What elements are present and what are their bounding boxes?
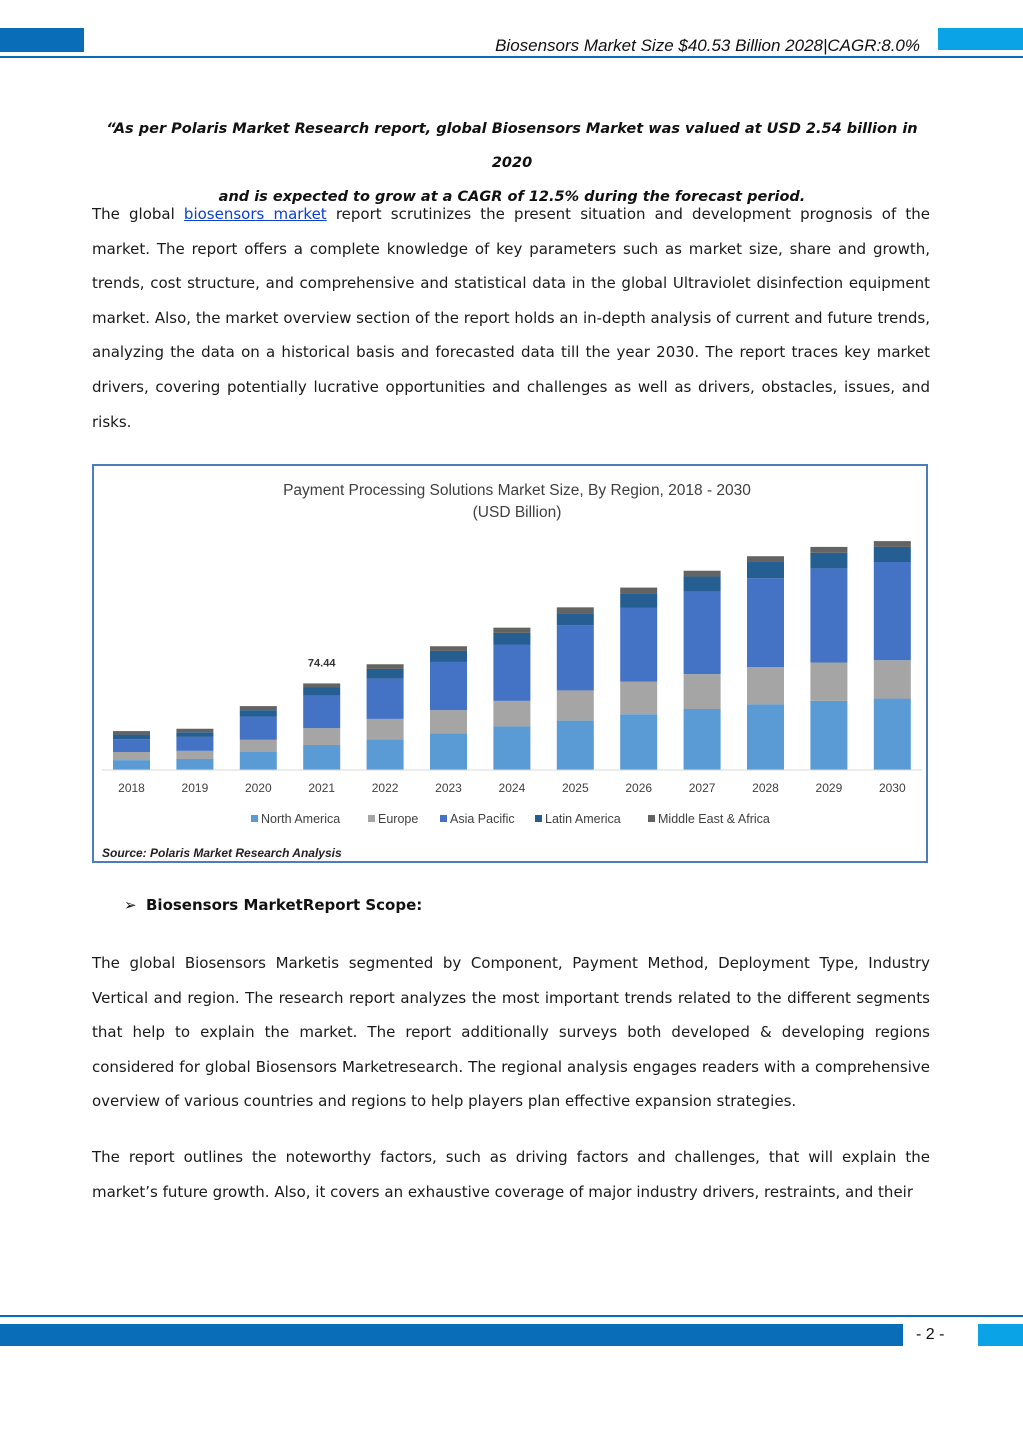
bar-segment-2026-2 xyxy=(620,608,657,682)
bar-segment-2022-0 xyxy=(367,739,404,770)
x-tick-label: 2020 xyxy=(244,781,272,795)
intro-prefix: The global xyxy=(92,205,184,223)
x-tick-label: 2018 xyxy=(118,781,145,795)
scope-label: Biosensors MarketReport Scope: xyxy=(146,896,423,914)
market-size-chart xyxy=(92,464,928,863)
bar-segment-2022-1 xyxy=(367,719,404,739)
bar-segment-2024-4 xyxy=(493,628,530,633)
chart-source: Source: Polaris Market Research Analysis xyxy=(102,846,342,860)
chart-annotations xyxy=(308,657,336,669)
x-tick-label: 2023 xyxy=(435,781,462,795)
legend-swatch xyxy=(440,815,447,822)
factors-paragraph: The report outlines the noteworthy factors, such as driving factors and challenges, that will explain the market’s future growth. Also, it covers an exhaustive coverage of major industry drivers, restraints, and their xyxy=(92,1148,930,1201)
bar-segment-2024-1 xyxy=(493,701,530,727)
bar-segment-2025-2 xyxy=(557,625,594,690)
bar-segment-2019-4 xyxy=(176,729,213,732)
footer-bar xyxy=(0,1324,903,1346)
quote-line-1: “As per Polaris Market Research report, global Biosensors Market was valued at USD 2.54 billion in 2020 xyxy=(106,121,918,171)
bar-segment-2019-3 xyxy=(176,732,213,737)
bar-segment-2029-3 xyxy=(810,553,847,569)
arrow-bullet-icon: ➢ xyxy=(124,896,137,914)
bar-segment-2028-2 xyxy=(747,578,784,667)
bar-segment-2022-3 xyxy=(367,669,404,679)
bar-segment-2023-3 xyxy=(430,651,467,662)
bar-segment-2030-0 xyxy=(874,699,911,770)
bar-segment-2029-4 xyxy=(810,547,847,553)
biosensors-market-link[interactable]: biosensors market xyxy=(183,205,327,223)
bar-segment-2021-1 xyxy=(303,728,340,745)
chart-bars xyxy=(113,541,911,770)
bar-segment-2021-3 xyxy=(303,688,340,696)
bar-segment-2027-4 xyxy=(684,571,721,577)
bar-segment-2026-0 xyxy=(620,714,657,770)
bar-segment-2028-4 xyxy=(747,556,784,562)
bar-segment-2021-0 xyxy=(303,745,340,770)
bar-segment-2022-2 xyxy=(367,679,404,719)
x-tick-label: 2029 xyxy=(815,781,843,795)
x-tick-label: 2027 xyxy=(688,781,716,795)
bar-segment-2028-0 xyxy=(747,704,784,770)
header-right-bar xyxy=(938,28,1023,50)
chart-subtitle: (USD Billion) xyxy=(472,504,562,521)
x-tick-label: 2025 xyxy=(561,781,589,795)
bar-segment-2024-0 xyxy=(493,726,530,770)
bar-segment-2027-3 xyxy=(684,577,721,592)
bar-segment-2030-4 xyxy=(874,541,911,547)
bar-segment-2025-4 xyxy=(557,607,594,613)
intro-rest: report scrutinizes the present situation and development prognosis of the market. The report offers a complete knowledge of key parameters such as market size, share and growth, trends, cost structure, and comprehensive and statistical data in the global Ultraviolet disinfection equipment market. Also, the market overview section of the report holds an in-depth analysis of current and future trends, analyzing the data on a historical basis and forecasted data till the year 2030. The report traces key market drivers, covering potentially lucrative opportunities and challenges as well as drivers, obstacles, issues, and risks. xyxy=(92,205,930,431)
header-rule xyxy=(0,56,1023,58)
bar-segment-2020-4 xyxy=(240,706,277,710)
bar-segment-2026-3 xyxy=(620,593,657,608)
legend-swatch xyxy=(251,815,258,822)
bar-segment-2030-3 xyxy=(874,547,911,562)
legend-label: Europe xyxy=(378,812,419,826)
bar-segment-2018-0 xyxy=(113,760,150,770)
header-title: Biosensors Market Size $40.53 Billion 2028|CAGR:8.0% xyxy=(495,36,920,55)
bar-segment-2018-4 xyxy=(113,731,150,734)
bar-segment-2023-4 xyxy=(430,646,467,651)
bar-segment-2027-0 xyxy=(684,709,721,770)
bar-segment-2021-4 xyxy=(303,683,340,687)
x-tick-label: 2024 xyxy=(498,781,526,795)
bar-segment-2020-3 xyxy=(240,710,277,716)
bar-segment-2024-2 xyxy=(493,645,530,701)
page-number: - 2 - xyxy=(916,1326,945,1343)
data-label: 74.44 xyxy=(307,657,336,670)
legend-swatch xyxy=(648,815,655,822)
legend-label: Middle East & Africa xyxy=(658,812,770,826)
quote-line-2: and is expected to grow at a CAGR of 12.5% during the forecast period. xyxy=(218,189,806,205)
x-tick-label: 2021 xyxy=(308,781,336,795)
bar-segment-2018-1 xyxy=(113,752,150,760)
chart-title: Payment Processing Solutions Market Size, By Region, 2018 - 2030 xyxy=(283,482,751,499)
legend-swatch xyxy=(368,815,375,822)
bar-segment-2018-3 xyxy=(113,735,150,740)
legend-label: North America xyxy=(261,812,341,826)
bar-segment-2026-1 xyxy=(620,682,657,715)
x-tick-label: 2028 xyxy=(752,781,779,795)
bar-segment-2029-1 xyxy=(810,663,847,701)
x-tick-label: 2030 xyxy=(878,781,906,795)
bar-segment-2029-2 xyxy=(810,568,847,662)
scope-heading xyxy=(124,896,422,914)
bar-segment-2025-0 xyxy=(557,721,594,770)
chart-legend xyxy=(251,812,770,826)
bar-segment-2027-2 xyxy=(684,592,721,674)
legend-label: Latin America xyxy=(545,812,621,826)
footer-right-bar xyxy=(978,1324,1023,1346)
bar-segment-2023-1 xyxy=(430,710,467,733)
bar-segment-2018-2 xyxy=(113,739,150,752)
chart-canvas xyxy=(94,466,926,861)
bar-segment-2021-2 xyxy=(303,696,340,729)
footer-rule xyxy=(0,1315,1023,1317)
bar-segment-2023-0 xyxy=(430,733,467,770)
bar-segment-2030-1 xyxy=(874,660,911,698)
bar-segment-2026-4 xyxy=(620,588,657,594)
x-tick-label: 2026 xyxy=(625,781,653,795)
x-tick-label: 2019 xyxy=(181,781,209,795)
header-left-bar xyxy=(0,28,84,52)
bar-segment-2020-1 xyxy=(240,740,277,752)
intro-paragraph xyxy=(92,197,930,439)
bar-segment-2029-0 xyxy=(810,701,847,770)
x-tick-label: 2022 xyxy=(371,781,399,795)
bar-segment-2019-0 xyxy=(176,759,213,770)
bar-segment-2028-1 xyxy=(747,667,784,704)
bar-segment-2019-2 xyxy=(176,737,213,751)
bar-segment-2023-2 xyxy=(430,662,467,710)
legend-label: Asia Pacific xyxy=(450,812,515,826)
legend-swatch xyxy=(535,815,542,822)
segmentation-paragraph: The global Biosensors Marketis segmented by Component, Payment Method, Deployment Type, Industry Vertical and region. The research report analyzes the most important trends related to the different segments that help to explain the market. The report additionally surveys both developed & developing regions considered for global Biosensors Marketresearch. The regional analysis engages readers with a comprehensive overview of various countries and regions to help players plan effective expansion strategies. xyxy=(92,954,930,1111)
chart-x-axis-labels xyxy=(118,781,906,795)
bar-segment-2019-1 xyxy=(176,751,213,759)
bar-segment-2027-1 xyxy=(684,674,721,709)
bar-segment-2028-3 xyxy=(747,562,784,578)
bar-segment-2020-0 xyxy=(240,752,277,770)
bar-segment-2025-1 xyxy=(557,690,594,720)
bar-segment-2022-4 xyxy=(367,664,404,669)
bar-segment-2025-3 xyxy=(557,613,594,625)
bar-segment-2020-2 xyxy=(240,717,277,740)
bar-segment-2024-3 xyxy=(493,633,530,645)
bar-segment-2030-2 xyxy=(874,562,911,660)
